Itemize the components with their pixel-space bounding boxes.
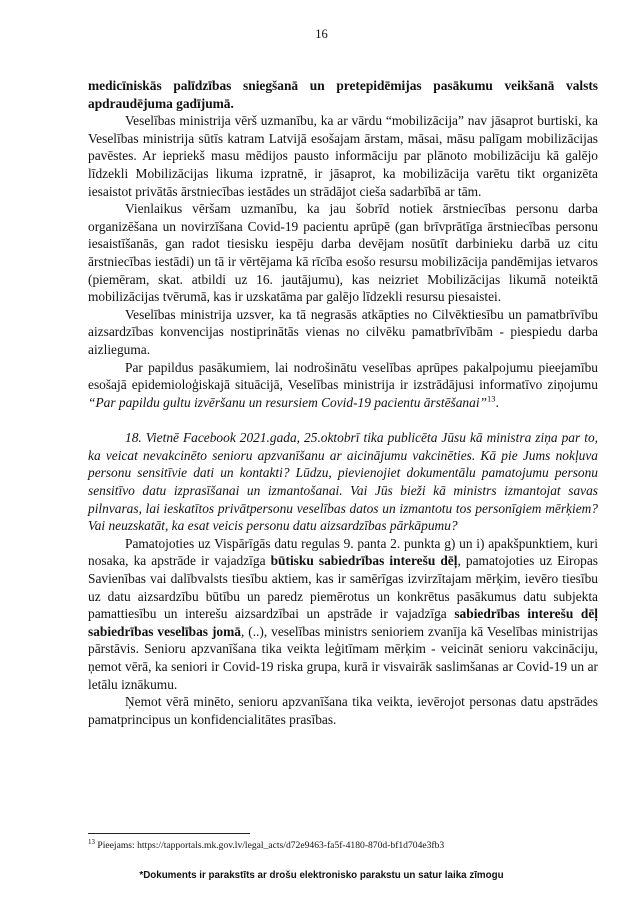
question-18: 18. Vietnē Facebook 2021.gada, 25.oktobrī tika publicēta Jūsu kā ministra ziņa par to, ka veicat nevakcinēto senioru apzvanīšanu ar aicinājumu vakcinēties. Kā pie Jums nokļuva personu sensitīvie dati un kontakti? Lūdzu, pievienojiet dokumentālu pamatojumu personu sensitīvo datu izprasīšanai un izmantošanai. Vai Jūs bieži kā ministrs izmantojat savas pilnvaras, lai ieskatītos privātpersonu veselības datos un izmantotu tos personīgiem mērķiem? Vai neuzskatāt, ka esat veicis personu datu aizsardzības pārkāpumu?	[88, 430, 598, 534]
paragraph-reorganization: Vienlaikus vēršam uzmanību, ka jau šobrīd notiek ārstniecības personu darba organizēšana un novirzīšana Covid-19 pacientu aprūpē (gan brīvprātīga ārstniecības personu iesaistīšanās, gan radot tiesisku iespēju darba devējam nosūtīt darbinieku darbā uz citu ārstniecības iestādi) un tā ir vērtējama kā rīcība esošo resursu mobilizācija pandēmijas ietvaros (piemēram, skat. atbildi uz 16. jautājumu), kas neizriet Mobilizācijas likumā noteiktā mobilizācijas tvērumā, kas ir uzskatāma par galējo līdzekli resursu piesaistei.	[88, 201, 598, 305]
p4-text: Par papildus pasākumiem, lai nodrošinātu veselības aprūpes pakalpojumu pieejamību esošajā epidemioloģiskajā situācijā, Veselības ministrija ir izstrādājusi informatīvo ziņojumu	[88, 359, 598, 393]
footnote-divider	[88, 833, 250, 834]
p5-part-e: , (..), veselības ministrs senioriem zvanīja kā Veselības ministrijas pārstāvis. Senioru apzvanīšana tika veikta leģitīmam mērķim - veicināt senioru vakcināciju, ņemot vērā, ka seniori ir Covid-19 riska grupa, kurā ir visvairāk saslimšanas ar Covid-19 un ar letālu iznākumu.	[88, 623, 598, 692]
p5-bold-public-health: sabiedrības interešu dēļ sabiedrības veselības jomā	[88, 606, 598, 639]
report-title: “Par papildu gultu izvēršanu un resursiem Covid-19 pacientu ārstēšanai”	[88, 394, 487, 410]
document-body	[88, 77, 598, 728]
p4-end: .	[495, 394, 499, 410]
footnote	[88, 837, 598, 852]
page-number: 16	[315, 27, 328, 41]
paragraph-human-rights: Veselības ministrija uzsver, ka tā negrasās atkāpties no Cilvēktiesību un pamatbrīvību aizsardzības konvencijas nostiprinātās vienas no cilvēku pamatbrīvībām - piespiedu darba aizlieguma.	[88, 306, 598, 357]
paragraph-additional-measures	[88, 359, 598, 412]
p5-bold-public-interest: būtisku sabiedrības interešu dēļ	[270, 553, 458, 569]
p5-part-a: Pamatojoties uz Vispārīgās datu regulas 9. panta 2. punkta g) un i) apakšpunktiem, kuri nosaka, ka apstrāde ir vajadzīga	[88, 535, 598, 569]
signature-notice: *Dokuments ir parakstīts ar drošu elektronisko parakstu un satur laika zīmogu	[139, 870, 504, 881]
footnote-number: 13	[88, 837, 95, 846]
footnote-ref: 13	[487, 393, 496, 404]
paragraph-mobilization: Veselības ministrija vērš uzmanību, ka ar vārdu “mobilizācija” nav jāsaprot burtiski, ka Veselības ministrija sūtīs katram Latvijā esošajam ārstam, māsai, māsu palīgam mobilizācijas pavēstes. Ar iepriekš masu mēdijos pausto informāciju par plānoto mobilizāciju kā galējo līdzekli Mobilizācijas likuma izpratnē, ir jāsaprot, ka mobilizācija varētu tikt organizēta iesaistot privātās ārstniecības iestādes un strādājot cieša sadarbībā ar tām.	[88, 113, 598, 199]
paragraph-continuation: medicīniskās palīdzības sniegšanā un pretepidēmijas pasākumu veikšanā valsts apdraudējuma gadījumā.	[88, 78, 598, 111]
paragraph-gdpr-basis	[88, 535, 598, 693]
paragraph-conclusion: Ņemot vērā minēto, senioru apzvanīšana tika veikta, ievērojot personas datu apstrādes pamatprincipus un konfidencialitātes prasības.	[88, 694, 598, 727]
p5-part-c: , pamatojoties uz Eiropas Savienības vai dalībvalsts tiesību aktiem, kas ir samērīgas izvirzītajam mērķim, ievēro tiesību uz datu aizsardzību būtību un paredz piemērotus un konkrētus pasākumus datu subjekta pamattiesību un interešu aizsardzībai un apstrāde ir vajadzīga	[88, 553, 598, 622]
footnote-link[interactable]: Pieejams: https://tapportals.mk.gov.lv/legal_acts/d72e9463-fa5f-4180-870d-bf1d704e3fb3	[95, 840, 445, 851]
